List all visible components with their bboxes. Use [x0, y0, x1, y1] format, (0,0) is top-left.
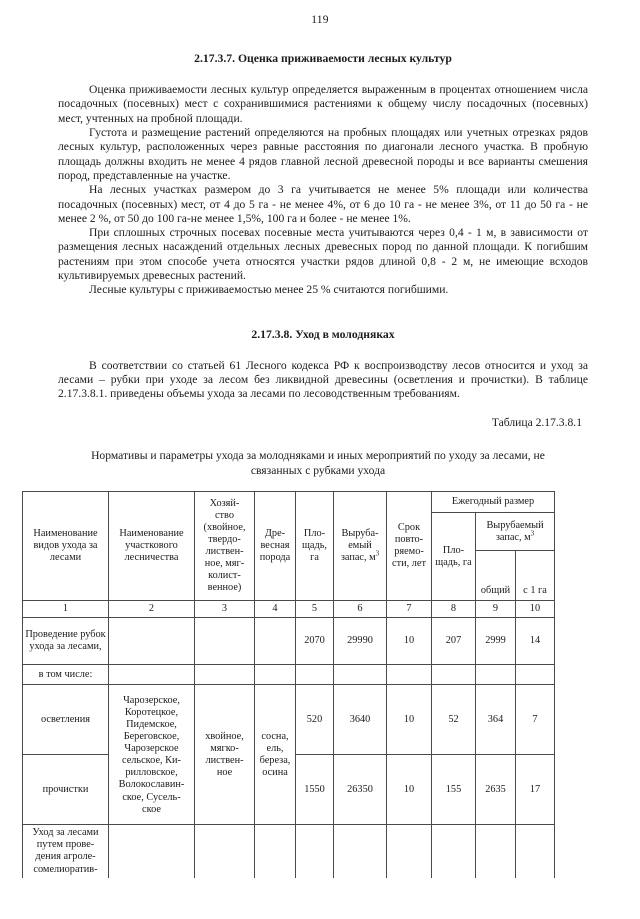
- row-1-care-type: Проведение рубок ухода за лесами,: [23, 618, 109, 665]
- row-1-annual-total: 2999: [476, 618, 516, 665]
- row-3-annual-area: 52: [432, 685, 476, 755]
- column-number-9: 9: [476, 601, 516, 618]
- header-area-line-1: Пло-: [303, 528, 326, 540]
- row-1-area: 2070: [296, 618, 334, 665]
- row-5-annual-total: [476, 825, 516, 878]
- header-felled-stock-exponent: 3: [375, 549, 380, 558]
- row-2-annual-per-ha: [516, 665, 555, 685]
- row-2-felled-stock: [334, 665, 387, 685]
- row-1-annual-per-ha: 14: [516, 618, 555, 665]
- row-5-care-type: [23, 825, 109, 878]
- row-3-repeat-period: 10: [387, 685, 432, 755]
- row-3-economy: [195, 685, 255, 825]
- species-line-2: ель,: [266, 742, 284, 754]
- paragraph-1: Оценка приживаемости лесных культур определяется выраженным в процентах отношением числа посадочных (посевных) мест с сохранившимися растениями к общему числу посадочных (посевных) мест, учтенных на пробной площади.: [58, 83, 588, 125]
- column-number-6: 6: [334, 601, 387, 618]
- column-number-10: 10: [516, 601, 555, 618]
- row-5-line-2: путем прове-: [36, 839, 95, 851]
- row-5-repeat-period: [387, 825, 432, 878]
- header-economy-type: [195, 492, 255, 601]
- header-felled-stock-line-2: емый: [348, 540, 372, 552]
- table-row: [23, 825, 555, 878]
- row-3-care-type: осветления: [23, 685, 109, 755]
- header-felled-stock-group: [476, 513, 555, 551]
- row-4-annual-per-ha: 17: [516, 755, 555, 825]
- header-area-line-3: га: [310, 552, 319, 564]
- column-number-4: 4: [255, 601, 296, 618]
- row-4-annual-area: 155: [432, 755, 476, 825]
- page-number: 119: [311, 14, 329, 26]
- row-3-species: [255, 685, 296, 825]
- table-row: [23, 665, 555, 685]
- row-3-felled-stock: 3640: [334, 685, 387, 755]
- row-1-economy: [195, 618, 255, 665]
- economy-line-2: мягко-: [210, 742, 239, 754]
- row-5-line-4: сомелиоратив-: [33, 863, 98, 875]
- row-1-felled-stock: 29990: [334, 618, 387, 665]
- header-annual-area: [432, 513, 476, 601]
- forestry-line-8: Волокославин-: [118, 779, 185, 791]
- header-economy-line-1: Хозяй-: [209, 498, 240, 510]
- forestry-line-4: Береговское,: [123, 731, 180, 743]
- header-felled-stock: [334, 492, 387, 601]
- row-5-economy: [195, 825, 255, 878]
- column-number-5: 5: [296, 601, 334, 618]
- header-felled-group-exponent: 3: [530, 529, 535, 538]
- paragraph-2: Густота и размещение растений определяются на пробных площадях или учетных отрезках рядов лесных культур, расположенных через равные расстояния по диагонали лесного участка. В пробную площадь должны входить не менее 4 рядов главной лесной древесной породы и все варианты смешения пород, представленные на участке.: [58, 125, 588, 182]
- table-title: Нормативы и параметры ухода за молодняками и иных мероприятий по уходу за лесами, не связанных с рубками ухода: [91, 448, 545, 477]
- document-page: [0, 14, 640, 919]
- header-felled-group-unit: запас, м: [495, 531, 531, 543]
- header-annual-size-group: Ежегодный размер: [432, 492, 555, 513]
- row-4-care-type: прочистки: [23, 755, 109, 825]
- header-economy-line-5: листвен-: [205, 546, 244, 558]
- header-annual-area-line-2: щадь, га: [435, 556, 472, 568]
- norms-table: [22, 491, 555, 877]
- header-per-hectare: с 1 га: [516, 551, 555, 601]
- row-5-forestry: [109, 825, 195, 878]
- table-column-numbers-row: [23, 601, 555, 618]
- header-area: [296, 492, 334, 601]
- header-economy-line-8: венное): [207, 582, 242, 594]
- row-3-annual-total: 364: [476, 685, 516, 755]
- forestry-line-5: Чарозерское: [124, 743, 179, 755]
- forestry-line-3: Пидемское,: [126, 719, 177, 731]
- economy-line-3: листвен-: [205, 754, 244, 766]
- header-economy-line-7: колист-: [208, 570, 241, 582]
- section-heading-1: 2.17.3.7. Оценка приживаемости лесных культур: [194, 52, 452, 65]
- row-1-species: [255, 618, 296, 665]
- forestry-line-2: Коротецкое,: [124, 707, 179, 719]
- row-5-annual-per-ha: [516, 825, 555, 878]
- header-repeat-line-4: сти, лет: [392, 558, 426, 570]
- header-economy-line-4: твердо-: [208, 534, 241, 546]
- species-line-4: осина: [262, 766, 288, 778]
- header-felled-stock-line-3: [336, 549, 384, 564]
- row-3-area: 520: [296, 685, 334, 755]
- economy-line-4: ное: [216, 766, 233, 778]
- row-4-felled-stock: 26350: [334, 755, 387, 825]
- forestry-line-1: Чарозерское,: [123, 695, 180, 707]
- header-economy-line-2: ство: [214, 510, 234, 522]
- column-number-1: 1: [23, 601, 109, 618]
- paragraph-3: На лесных участках размером до 3 га учитывается не менее 5% площади или количества посадочных (посевных) мест, от 4 до 5 га - не менее 4%, от 6 до 10 га - не менее 3%, от 11 до 50 га - не менее 2 %, от 50 до 100 га-не менее 1,5%, 100 га и более - не менее 1%.: [58, 183, 588, 225]
- section-heading-2: 2.17.3.8. Уход в молодняках: [251, 327, 395, 341]
- header-species-line-2: весная: [260, 540, 290, 552]
- row-2-area: [296, 665, 334, 685]
- forestry-line-7: рилловское,: [125, 767, 178, 779]
- header-felled-stock-line-1: Выруба-: [341, 528, 379, 540]
- header-repeat-line-2: повто-: [394, 534, 424, 546]
- header-forestry-name: Наименование участкового лесничества: [109, 492, 195, 601]
- header-felled-group-line-2: [478, 529, 552, 544]
- table-number-label: Таблица 2.17.3.8.1: [491, 415, 582, 429]
- row-2-economy: [195, 665, 255, 685]
- row-2-care-type: в том числе:: [23, 665, 109, 685]
- species-line-1: сосна,: [261, 730, 289, 742]
- row-5-line-1: Уход за лесами: [32, 827, 99, 839]
- row-4-area: 1550: [296, 755, 334, 825]
- row-2-forestry: [109, 665, 195, 685]
- forestry-line-10: ское: [142, 803, 161, 815]
- row-5-line-3: дения агроле-: [35, 851, 96, 863]
- header-economy-line-6: ное, мяг-: [204, 558, 245, 570]
- header-care-type: Наименование видов ухода за лесами: [23, 492, 109, 601]
- row-1-repeat-period: 10: [387, 618, 432, 665]
- forestry-line-6: сельское, Ки-: [122, 755, 181, 767]
- paragraph-5: Лесные культуры с приживаемостью менее 25 % считаются погибшими.: [89, 283, 449, 297]
- paragraph-6: В соответствии со статьей 61 Лесного кодекса РФ к воспроизводству лесов относится и уход за лесами – рубки при уходе за лесом без ликвидной древесины (осветления и прочистки). В таблице 2.17.3.8.1. приведены объемы ухода за лесами по лесоводственным требованиям.: [58, 358, 588, 401]
- row-3-annual-per-ha: 7: [516, 685, 555, 755]
- header-economy-line-3: (хвойное,: [203, 522, 246, 534]
- paragraph-4: При сплошных строчных посевах посевные места учитываются через 0,4 - 1 м, в зависимости от размещения лесных насаждений отдельных лесных древесных пород по данной площади. К погибшим растениям при этом способе учета относятся участки рядов длиной 0,8 - 2 м, не имеющие всходов культивируемых древесных растений.: [58, 226, 588, 283]
- row-4-annual-total: 2635: [476, 755, 516, 825]
- row-4-repeat-period: 10: [387, 755, 432, 825]
- table-header-row-1: [23, 492, 555, 513]
- row-2-annual-total: [476, 665, 516, 685]
- header-repeat-line-1: Срок: [397, 522, 421, 534]
- header-total: общий: [476, 551, 516, 601]
- table-row: [23, 618, 555, 665]
- row-2-repeat-period: [387, 665, 432, 685]
- column-number-7: 7: [387, 601, 432, 618]
- header-area-line-2: щадь,: [301, 540, 327, 552]
- row-1-forestry: [109, 618, 195, 665]
- column-number-8: 8: [432, 601, 476, 618]
- row-5-felled-stock: [334, 825, 387, 878]
- row-3-forestry: [109, 685, 195, 825]
- header-species-line-3: порода: [259, 552, 291, 564]
- species-line-3: береза,: [259, 754, 291, 766]
- row-2-annual-area: [432, 665, 476, 685]
- header-repeat-line-3: ряемо-: [394, 546, 424, 558]
- header-repeat-period: [387, 492, 432, 601]
- header-felled-stock-unit: запас, м: [340, 552, 376, 564]
- economy-line-1: хвойное,: [205, 730, 244, 742]
- row-2-species: [255, 665, 296, 685]
- row-5-area: [296, 825, 334, 878]
- row-5-species: [255, 825, 296, 878]
- header-species-line-1: Дре-: [264, 528, 286, 540]
- forestry-line-9: ское, Сусель-: [122, 791, 181, 803]
- header-felled-group-line-1: Вырубаемый: [486, 519, 544, 531]
- header-annual-area-line-1: Пло-: [442, 544, 465, 556]
- column-number-2: 2: [109, 601, 195, 618]
- table-row: [23, 685, 555, 755]
- document-content: [0, 52, 640, 478]
- row-5-annual-area: [432, 825, 476, 878]
- column-number-3: 3: [195, 601, 255, 618]
- row-1-annual-area: 207: [432, 618, 476, 665]
- header-species: [255, 492, 296, 601]
